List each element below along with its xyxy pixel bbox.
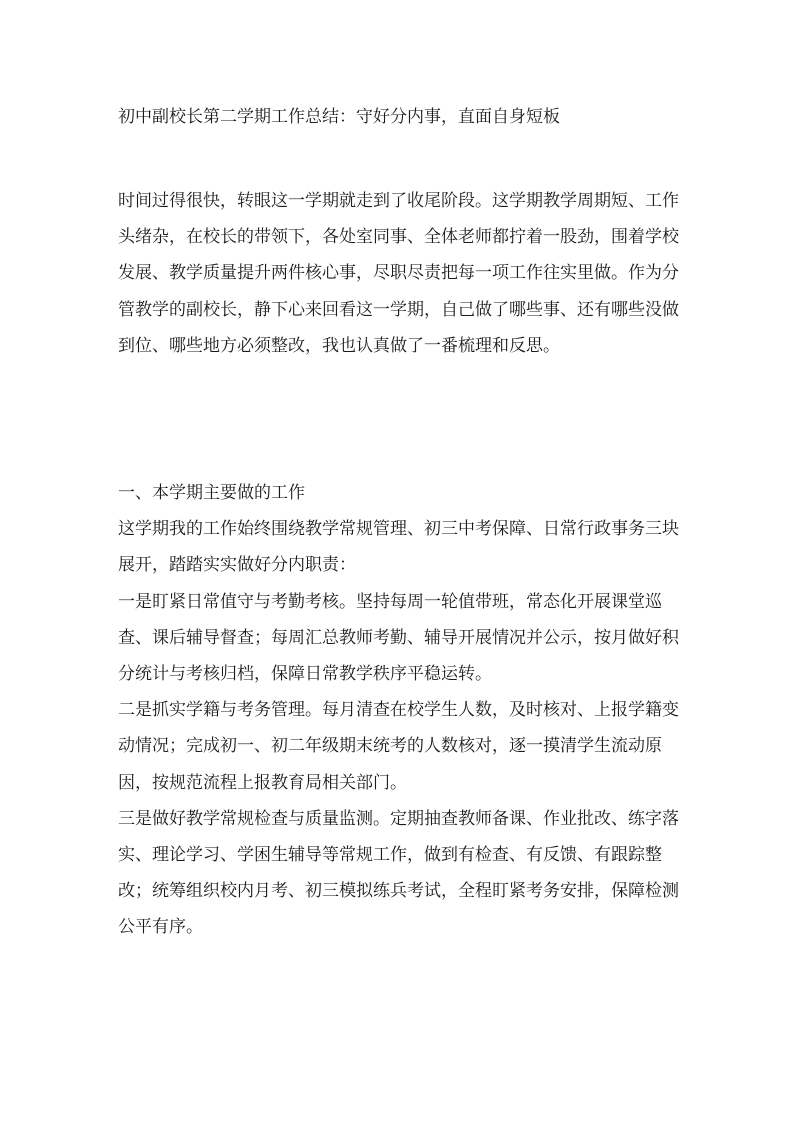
intro-text: 时间过得很快，转眼这一学期就走到了收尾阶段。这学期教学周期短、工作头绪杂，在校长的带领下，各处室同事、全体老师都拧着一股劲，围着学校发展、教学质量提升两件核心事，尽职尽责把每一项工作往实里做。作为分管教学的副校长，静下心来回看这一学期，自己做了哪些事、还有哪些没做到位、哪些地方必须整改，我也认真做了一番梳理和反思。 — [118, 191, 679, 356]
work-item-paragraph: 二是抓实学籍与考务管理。每月清查在校学生人数，及时核对、上报学籍变动情况；完成初一、初二年级期末统考的人数核对，逐一摸清学生流动原因，按规范流程上报教育局相关部门。 — [118, 700, 679, 793]
section-1 — [118, 475, 680, 946]
work-item-paragraph: 一是盯紧日常值守与考勤考核。坚持每周一轮值带班，常态化开展课堂巡查、课后辅导督查；每周汇总教师考勤、辅导开展情况并公示，按月做好积分统计与考核归档，保障日常教学秩序平稳运转。 — [118, 591, 679, 685]
intro-paragraph — [118, 183, 680, 364]
section-lead-paragraph: 这学期我的工作始终围绕教学常规管理、初三中考保障、日常行政事务三块展开，踏踏实实做好分内职责： — [118, 519, 679, 576]
document-title: 初中副校长第二学期工作总结：守好分内事，直面自身短板 — [118, 107, 560, 127]
section-heading: 一、本学期主要做的工作 — [118, 483, 305, 503]
work-item-paragraph: 三是做好教学常规检查与质量监测。定期抽查教师备课、作业批改、练字落实、理论学习、学困生辅导等常规工作，做到有检查、有反馈、有跟踪整改；统筹组织校内月考、初三模拟练兵考试，全程盯紧考务安排，保障检测公平有序。 — [118, 808, 679, 938]
